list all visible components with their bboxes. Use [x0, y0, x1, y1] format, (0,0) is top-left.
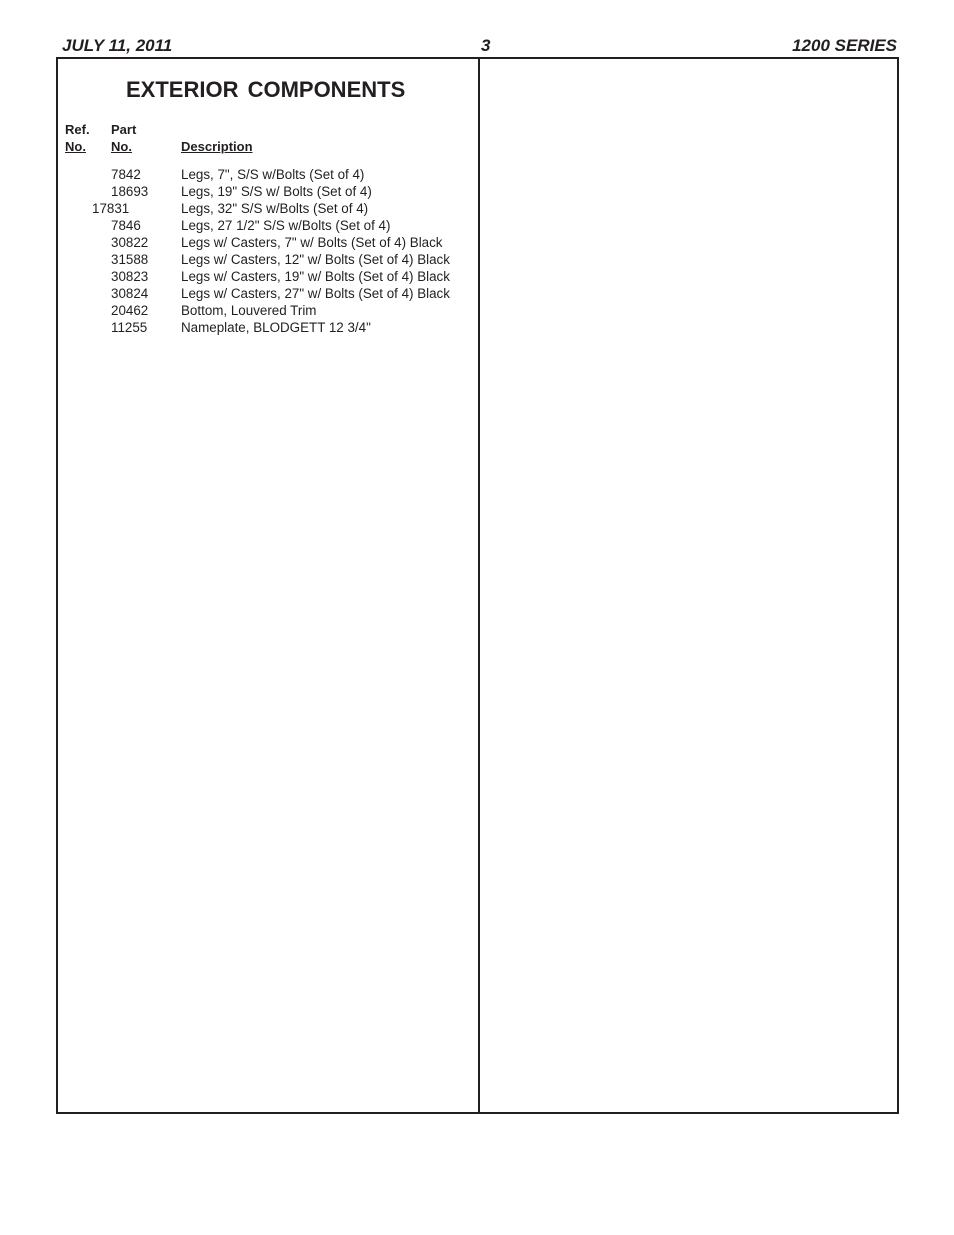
list-item [58, 285, 478, 302]
list-item [58, 183, 478, 200]
column-divider [478, 59, 480, 1112]
list-item [58, 268, 478, 285]
page-header [62, 36, 897, 58]
list-item [58, 200, 478, 217]
parts-list [58, 166, 478, 336]
part-number: 30822 [111, 235, 149, 250]
part-header-bottom: No. [111, 139, 132, 154]
part-description: Legs w/ Casters, 7" w/ Bolts (Set of 4) Black [181, 235, 443, 250]
part-description: Legs, 27 1/2" S/S w/Bolts (Set of 4) [181, 218, 391, 233]
list-item [58, 251, 478, 268]
part-number: 18693 [111, 184, 149, 199]
part-number: 31588 [111, 252, 149, 267]
section-title: EXTERIOR COMPONENTS [126, 77, 406, 102]
part-header-top: Part [111, 122, 137, 137]
part-description: Legs w/ Casters, 19" w/ Bolts (Set of 4) Black [181, 269, 450, 284]
part-description: Legs w/ Casters, 12" w/ Bolts (Set of 4) Black [181, 252, 450, 267]
part-description: Legs w/ Casters, 27" w/ Bolts (Set of 4) Black [181, 286, 450, 301]
part-no-column-header [111, 121, 136, 155]
header-series: 1200 SERIES [792, 36, 897, 55]
parts-list-frame [56, 57, 899, 1114]
list-item [58, 234, 478, 251]
header-page-number: 3 [481, 36, 491, 55]
part-number: 7846 [111, 218, 141, 233]
part-description: Legs, 19" S/S w/ Bolts (Set of 4) [181, 184, 372, 199]
part-number: 30824 [111, 286, 149, 301]
ref-header-bottom: No. [65, 139, 86, 154]
description-header: Description [181, 139, 253, 154]
list-item [58, 166, 478, 183]
part-description: Nameplate, BLODGETT 12 3/4" [181, 320, 371, 335]
part-number: 7842 [111, 167, 141, 182]
list-item [58, 302, 478, 319]
list-item [58, 319, 478, 336]
description-column-header [181, 138, 253, 155]
header-date: JULY 11, 2011 [62, 36, 173, 55]
part-description: Legs, 7", S/S w/Bolts (Set of 4) [181, 167, 365, 182]
part-number: 30823 [111, 269, 149, 284]
part-number: 20462 [111, 303, 149, 318]
part-description: Bottom, Louvered Trim [181, 303, 317, 318]
part-number: 11255 [111, 320, 148, 335]
ref-header-top: Ref. [65, 122, 90, 137]
ref-no-column-header [65, 121, 90, 155]
part-number: 17831 [92, 201, 130, 216]
list-item [58, 217, 478, 234]
part-description: Legs, 32" S/S w/Bolts (Set of 4) [181, 201, 369, 216]
